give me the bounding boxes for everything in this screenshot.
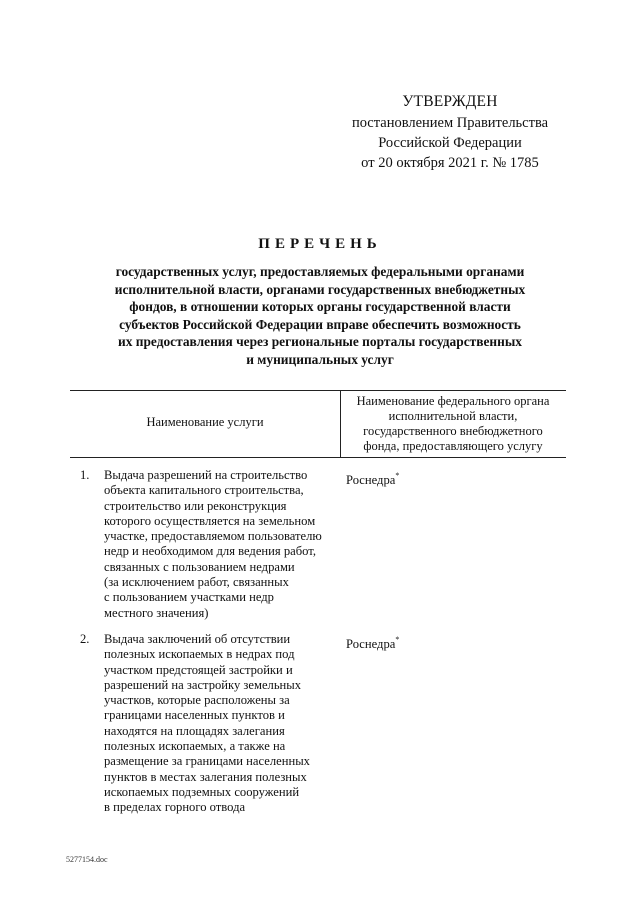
document-file-id: 5277154.doc	[66, 855, 108, 864]
service-line: которого осуществляется на земельном	[104, 513, 316, 528]
service-line: строительство или реконструкция	[104, 498, 287, 513]
service-line: объекта капитального строительства,	[104, 483, 304, 498]
agency-label: Роснедра	[346, 637, 396, 651]
document-title: ПЕРЕЧЕНЬ	[258, 236, 382, 252]
approval-line-3: от 20 октября 2021 г. № 1785	[361, 155, 539, 171]
approval-line-1: постановлением Правительства	[351, 115, 549, 131]
service-line: местного значения)	[104, 605, 209, 620]
agency-name	[346, 468, 399, 488]
row-number: 1.	[80, 468, 90, 482]
agency-name	[346, 632, 399, 652]
service-line: размещение за границами населенных	[104, 754, 310, 769]
service-line: связанных с пользованием недрами	[104, 559, 295, 574]
service-line: в пределах горного отвода	[104, 800, 246, 815]
service-line: Выдача разрешений на строительство	[104, 468, 308, 482]
service-line: Выдача заключений об отсутствии	[104, 632, 291, 646]
approved-label: УТВЕРЖДЕН	[402, 93, 498, 110]
agency-header	[342, 394, 564, 454]
service-line: пунктов в местах залегания полезных	[104, 769, 307, 784]
subtitle-line: и муниципальных услуг	[246, 351, 394, 367]
service-line: участке, предоставляемом пользователю	[104, 529, 322, 544]
agency-header-line: государственного внебюджетного	[363, 424, 543, 438]
agency-header-line: фонда, предоставляющего услугу	[363, 439, 543, 453]
service-line: участков, которые расположены за	[104, 693, 290, 708]
service-line: границами населенных пунктов и	[104, 708, 285, 723]
service-line: полезных ископаемых, а также на	[104, 739, 286, 754]
agency-label: Роснедра	[346, 473, 396, 487]
subtitle-line: их предоставления через региональные порталы государственных	[118, 334, 522, 350]
service-line: с пользованием участками недр	[104, 590, 274, 605]
table-header	[70, 390, 566, 458]
column-divider	[340, 391, 341, 457]
subtitle-line: исполнительной власти, органами государственных внебюджетных	[114, 281, 526, 297]
service-line: недр и необходимом для ведения работ,	[104, 544, 316, 559]
service-line: находятся на площадях залегания	[104, 723, 285, 738]
agency-header-line: исполнительной власти,	[388, 409, 518, 423]
footnote-mark: *	[395, 635, 400, 644]
service-line: полезных ископаемых в недрах под	[104, 647, 295, 662]
service-line: участком предстоящей застройки и	[104, 662, 293, 677]
service-name-header: Наименование услуги	[146, 415, 264, 429]
service-name	[104, 632, 354, 816]
subtitle-line: государственных услуг, предоставляемых федеральными органами	[115, 264, 525, 279]
service-line: ископаемых подземных сооружений	[104, 784, 300, 799]
subtitle-line: субъектов Российской Федерации вправе обеспечить возможность	[119, 316, 521, 332]
approval-line-2: Российской Федерации	[378, 135, 522, 151]
subtitle-line: фондов, в отношении которых органы государственной власти	[129, 299, 511, 315]
service-name	[104, 468, 354, 621]
approval-stamp	[330, 92, 570, 173]
service-line: (за исключением работ, связанных	[104, 575, 289, 590]
document-subtitle	[80, 263, 560, 369]
row-number: 2.	[80, 632, 90, 646]
footnote-mark: *	[395, 471, 400, 480]
service-line: разрешений на застройку земельных	[104, 677, 302, 692]
agency-header-line: Наименование федерального органа	[356, 394, 550, 408]
